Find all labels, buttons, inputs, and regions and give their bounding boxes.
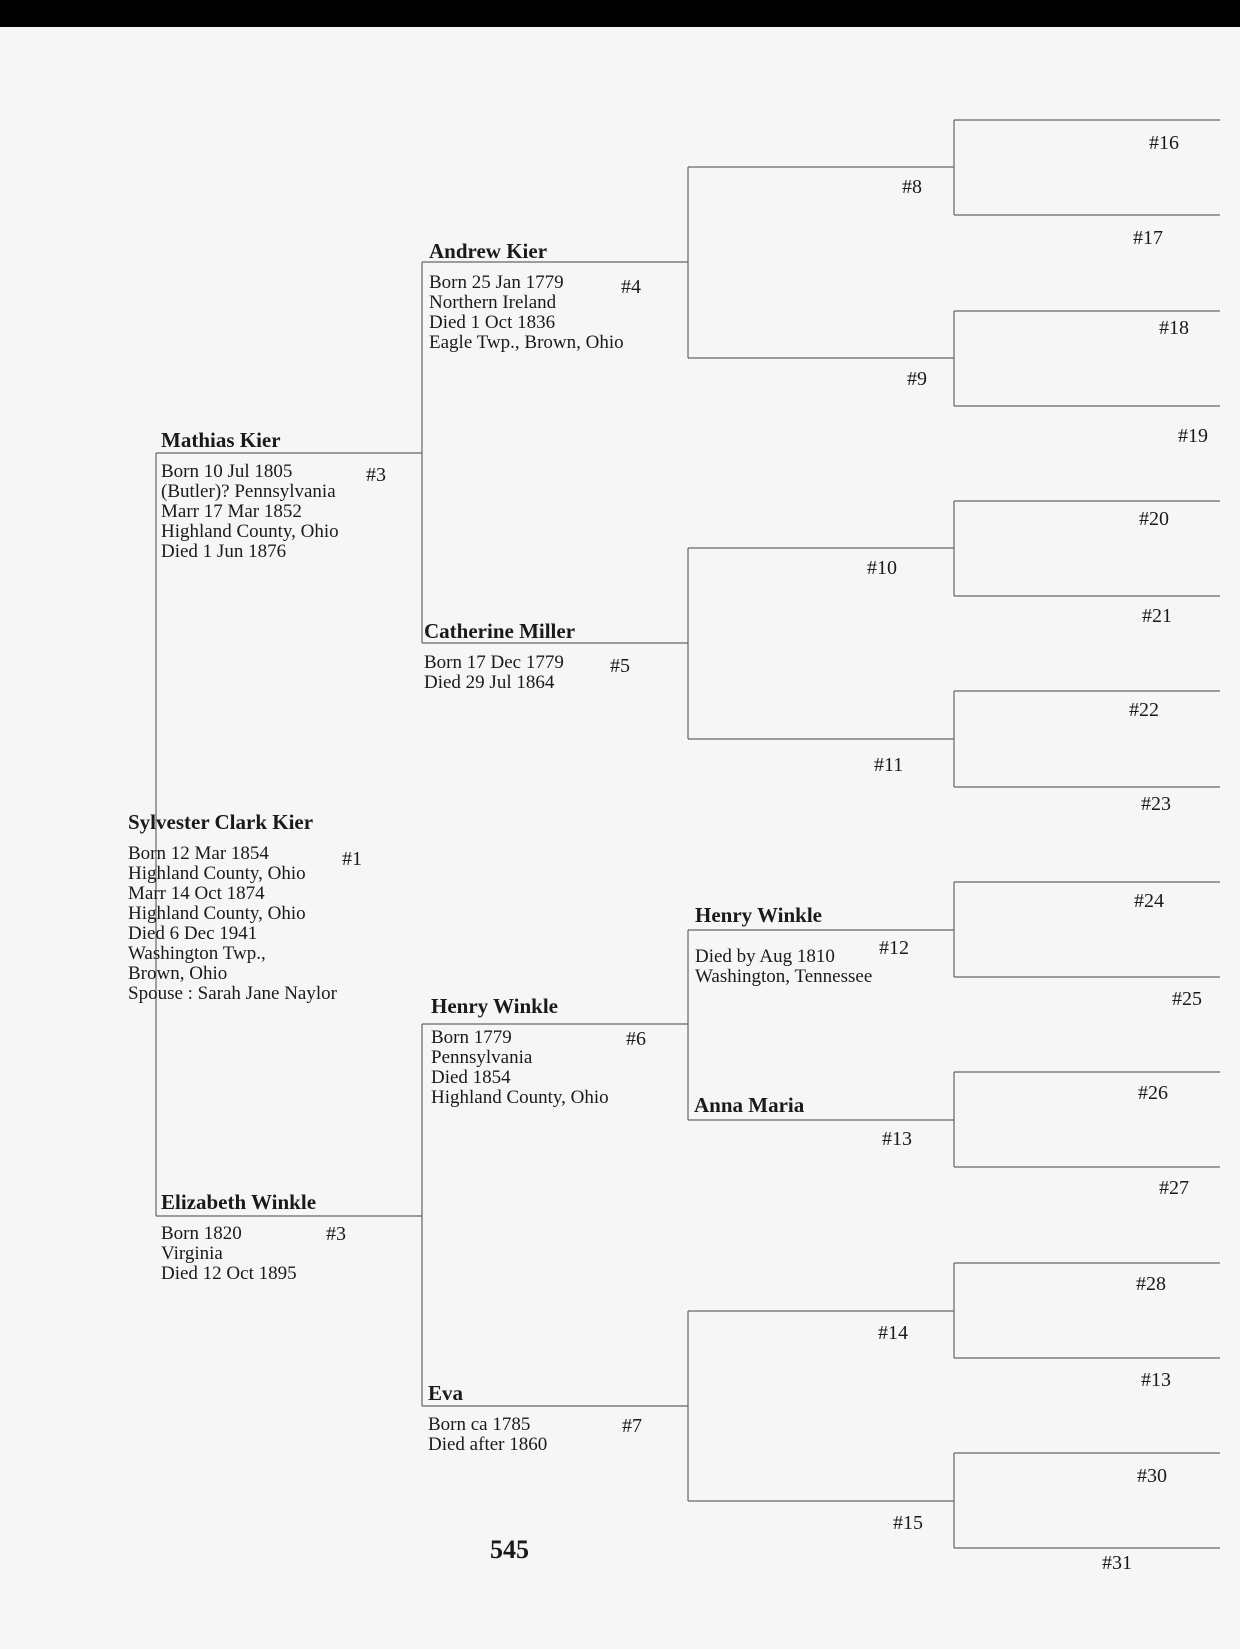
- ancestor-number-23: #23: [1141, 793, 1171, 815]
- person-1-line: Highland County, Ohio: [128, 903, 306, 924]
- ancestor-number-27: #27: [1159, 1177, 1189, 1199]
- person-7-number: #7: [622, 1415, 642, 1437]
- ancestor-number-17: #17: [1133, 227, 1163, 249]
- person-12-line: Washington, Tennessee: [695, 966, 873, 987]
- person-6-number: #6: [626, 1028, 646, 1050]
- ancestor-number-11: #11: [874, 754, 904, 776]
- person-3-line: Born 1820: [161, 1223, 242, 1244]
- person-12-name: Henry Winkle: [695, 903, 822, 927]
- person-1-number: #1: [342, 848, 362, 870]
- person-6-line: Highland County, Ohio: [431, 1087, 609, 1108]
- person-4: [429, 241, 624, 353]
- person-1-line: Highland County, Ohio: [128, 863, 306, 884]
- person-1-name: Sylvester Clark Kier: [128, 810, 314, 834]
- person-4-line: Died 1 Oct 1836: [429, 312, 556, 333]
- person-2-line: (Butler)? Pennsylvania: [161, 481, 336, 502]
- ancestor-number-29: #13: [1141, 1369, 1171, 1391]
- person-5-name: Catherine Miller: [424, 619, 576, 643]
- person-1-line: Spouse : Sarah Jane Naylor: [128, 983, 337, 1004]
- ancestor-number-20: #20: [1139, 508, 1169, 530]
- ancestor-number-10: #10: [867, 557, 897, 579]
- page-number: 545: [490, 1535, 529, 1564]
- person-1-line: Marr 14 Oct 1874: [128, 883, 265, 904]
- person-4-line: Eagle Twp., Brown, Ohio: [429, 332, 624, 353]
- person-1: [128, 812, 337, 1004]
- ancestor-number-31: #31: [1102, 1552, 1132, 1574]
- person-5-line: Died 29 Jul 1864: [424, 672, 555, 693]
- person-1-line: Born 12 Mar 1854: [128, 843, 269, 864]
- person-4-line: Born 25 Jan 1779: [429, 272, 564, 293]
- person-7-line: Born ca 1785: [428, 1414, 531, 1435]
- person-4-number: #4: [621, 276, 641, 298]
- person-2-name: Mathias Kier: [161, 428, 281, 452]
- person-1-line: Brown, Ohio: [128, 963, 228, 984]
- person-2-line: Marr 17 Mar 1852: [161, 501, 302, 522]
- person-13: [694, 1095, 804, 1127]
- ancestor-number-8: #8: [902, 176, 922, 198]
- person-13-name: Anna Maria: [694, 1093, 805, 1117]
- person-7-name: Eva: [428, 1381, 464, 1405]
- person-13-number: #13: [882, 1128, 912, 1150]
- person-12-number: #12: [879, 937, 909, 959]
- person-4-line: Northern Ireland: [429, 292, 557, 313]
- ancestor-number-21: #21: [1142, 605, 1172, 627]
- person-1-line: Died 6 Dec 1941: [128, 923, 258, 944]
- person-2-line: Born 10 Jul 1805: [161, 461, 293, 482]
- person-12: [695, 905, 872, 987]
- ancestor-number-30: #30: [1137, 1465, 1167, 1487]
- person-2-line: Died 1 Jun 1876: [161, 541, 287, 562]
- ancestor-number-18: #18: [1159, 317, 1189, 339]
- person-7-line: Died after 1860: [428, 1434, 548, 1455]
- person-12-line: Died by Aug 1810: [695, 946, 835, 967]
- person-6-line: Born 1779: [431, 1027, 512, 1048]
- person-6-name: Henry Winkle: [431, 994, 558, 1018]
- ancestor-number-26: #26: [1138, 1082, 1168, 1104]
- person-5: [424, 621, 575, 693]
- ancestor-number-15: #15: [893, 1512, 923, 1534]
- ancestor-number-22: #22: [1129, 699, 1159, 721]
- ancestor-number-9: #9: [907, 368, 927, 390]
- person-5-line: Born 17 Dec 1779: [424, 652, 564, 673]
- ancestor-number-16: #16: [1149, 132, 1179, 154]
- person-3-line: Virginia: [161, 1243, 223, 1264]
- ancestor-number-24: #24: [1134, 890, 1164, 912]
- person-3-name: Elizabeth Winkle: [161, 1190, 317, 1214]
- person-2: [161, 430, 339, 562]
- person-6-line: Died 1854: [431, 1067, 511, 1088]
- ancestor-number-25: #25: [1172, 988, 1202, 1010]
- person-6-line: Pennsylvania: [431, 1047, 533, 1068]
- person-3-line: Died 12 Oct 1895: [161, 1263, 297, 1284]
- person-6: [431, 996, 609, 1108]
- person-2-number: #3: [366, 464, 386, 486]
- person-3: [161, 1192, 316, 1284]
- person-4-name: Andrew Kier: [429, 239, 548, 263]
- person-5-number: #5: [610, 655, 630, 677]
- person-7: [428, 1383, 547, 1455]
- person-1-line: Washington Twp.,: [128, 943, 266, 964]
- ancestor-number-28: #28: [1136, 1273, 1166, 1295]
- person-3-number: #3: [326, 1223, 346, 1245]
- person-2-line: Highland County, Ohio: [161, 521, 339, 542]
- ancestor-number-14: #14: [878, 1322, 908, 1344]
- ancestor-number-19: #19: [1178, 425, 1208, 447]
